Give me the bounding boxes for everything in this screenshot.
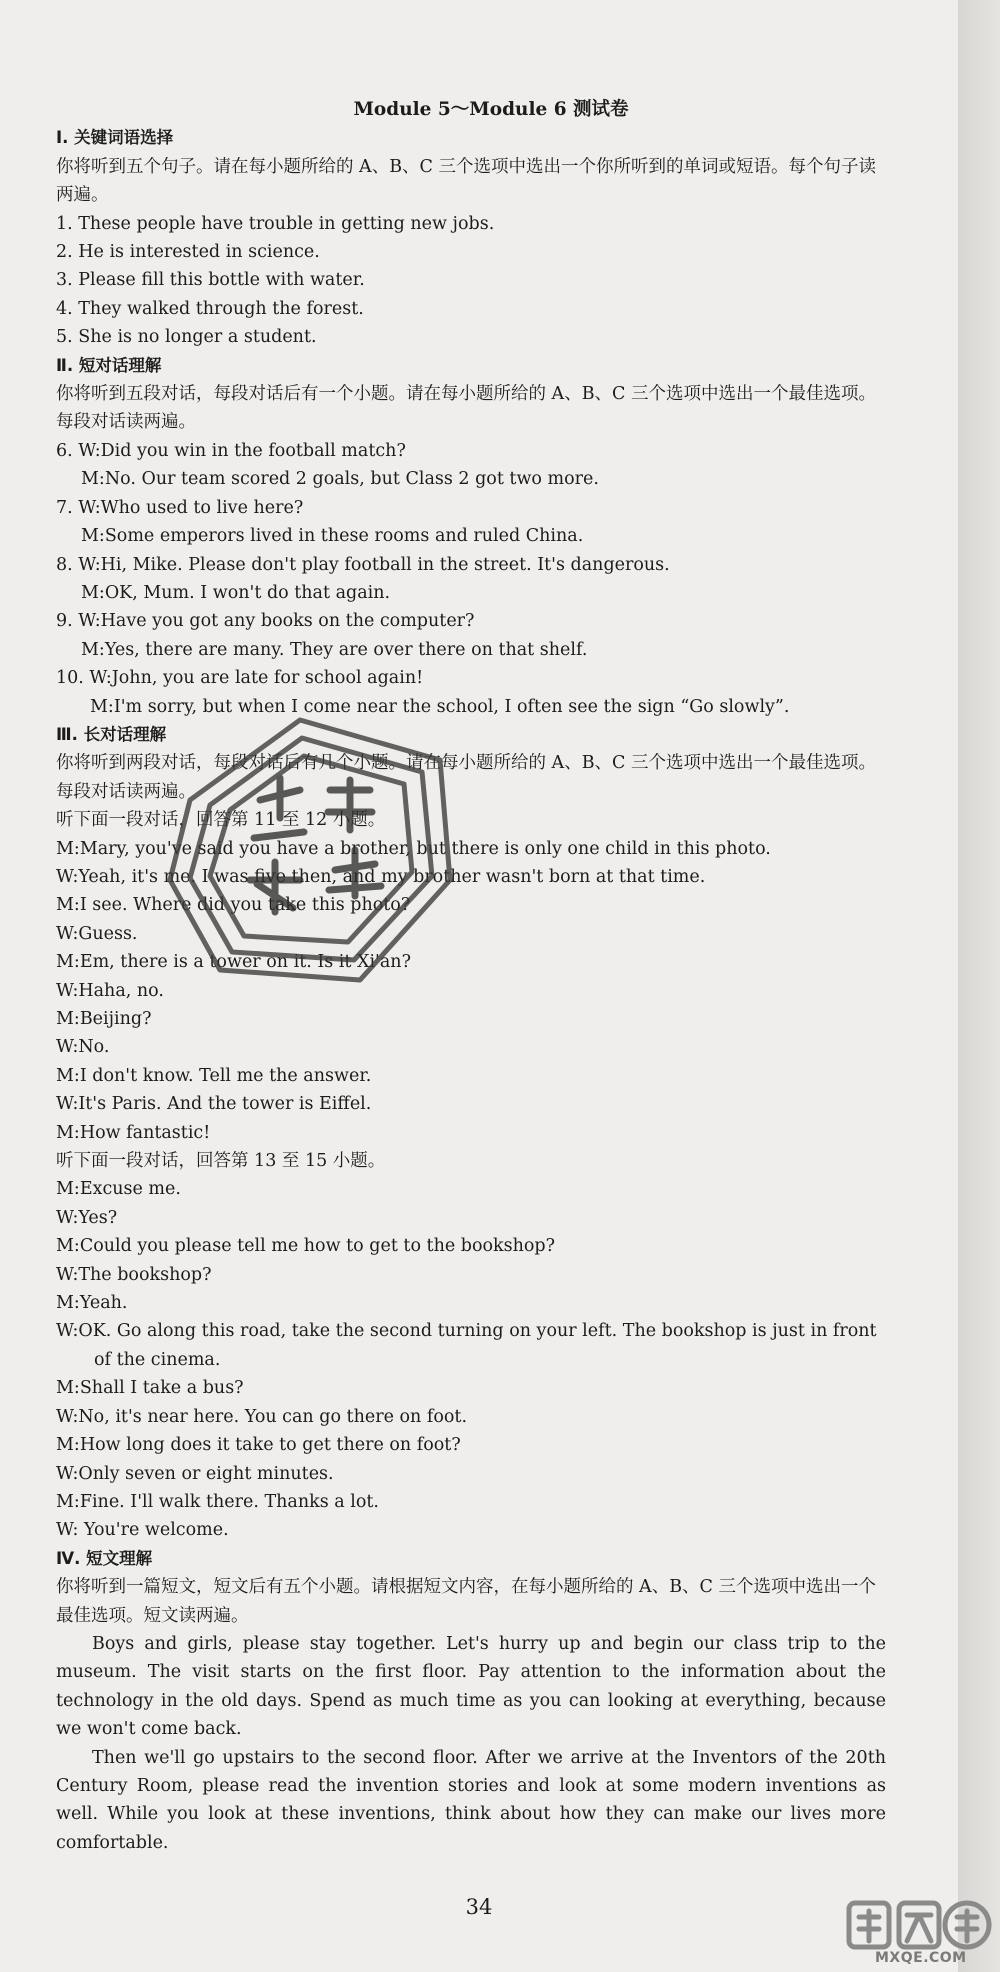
- dialog-line: 8. W:Hi, Mike. Please don't play football in the street. It's dangerous.: [56, 554, 670, 575]
- section-2-heading: Ⅱ. 短对话理解: [56, 355, 162, 375]
- dialog-line: W:Only seven or eight minutes.: [56, 1463, 334, 1484]
- passage-paragraph: Boys and girls, please stay together. Let's hurry up and begin our class trip to the museum. The visit starts on the first floor. Pay attention to the information about the technology in the old days. Spend as much time as you can looking at everything, because we won't come back.: [56, 1633, 886, 1740]
- list-item: 4. They walked through the forest.: [56, 298, 364, 319]
- dialog-line: M:Some emperors lived in these rooms and ruled China.: [81, 526, 584, 547]
- dialog-line: 6. W:Did you win in the football match?: [56, 440, 406, 461]
- page-title: Module 5～Module 6 测试卷: [353, 99, 629, 120]
- section-3-instruction: 你将听到两段对话，每段对话后有几个小题。请在每小题所给的 A、B、C 三个选项中选出一个最佳选项。每段对话读两遍。: [56, 753, 877, 802]
- section-4-heading: Ⅳ. 短文理解: [56, 1548, 153, 1568]
- dialog-line: M:Yes, there are many. They are over there on that shelf.: [81, 639, 588, 660]
- section-1-instruction: 你将听到五个句子。请在每小题所给的 A、B、C 三个选项中选出一个你所听到的单词或短语。每个句子读两遍。: [56, 156, 877, 206]
- dialog-line: W:Guess.: [56, 923, 138, 944]
- dialog-line: M:Mary, you've said you have a brother, but there is only one child in this photo.: [56, 838, 771, 859]
- dialog-line: M:I'm sorry, but when I come near the school, I often see the sign “Go slowly”.: [90, 696, 790, 717]
- dialog-line: W: You're welcome.: [56, 1520, 229, 1541]
- list-item: 5. She is no longer a student.: [56, 327, 317, 348]
- dialog-line: M:Fine. I'll walk there. Thanks a lot.: [56, 1491, 379, 1512]
- dialog-line: M:I see. Where did you take this photo?: [56, 895, 411, 916]
- list-item: 2. He is interested in science.: [56, 242, 320, 263]
- dialog-line: M:Could you please tell me how to get to the bookshop?: [56, 1236, 556, 1257]
- dialog-line: M:How fantastic!: [56, 1122, 211, 1143]
- page-edge: [958, 0, 1000, 1972]
- dialog-line: W:OK. Go along this road, take the second turning on your left. The bookshop is just in front of the cinema.: [56, 1321, 877, 1370]
- section-3-heading: Ⅲ. 长对话理解: [56, 724, 167, 744]
- section-4-instruction: 你将听到一篇短文，短文后有五个小题。请根据短文内容，在每小题所给的 A、B、C 三个选项中选出一个最佳选项。短文读两遍。: [56, 1577, 877, 1626]
- dialog-line: W:No, it's near here. You can go there on foot.: [56, 1406, 468, 1427]
- dialog-line: W:Yes?: [56, 1207, 118, 1228]
- dialog-line: 10. W:John, you are late for school again!: [56, 668, 424, 689]
- dialog-line: 9. W:Have you got any books on the computer?: [56, 611, 475, 632]
- dialog-line: M:Yeah.: [56, 1293, 128, 1314]
- watermark-site: MXQE.COM: [875, 1950, 967, 1966]
- dialog-line: M:OK, Mum. I won't do that again.: [81, 582, 391, 603]
- publisher-stamp-icon: [150, 680, 480, 1010]
- section-2-instruction: 你将听到五段对话，每段对话后有一个小题。请在每小题所给的 A、B、C 三个选项中选出一个最佳选项。每段对话读两遍。: [56, 384, 877, 433]
- dialog-line: W:It's Paris. And the tower is Eiffel.: [56, 1094, 372, 1115]
- list-item: 3. Please fill this bottle with water.: [56, 270, 365, 291]
- dialog-intro-2: 听下面一段对话，回答第 13 至 15 小题。: [56, 1151, 386, 1172]
- passage-paragraph: Then we'll go upstairs to the second floor. After we arrive at the Inventors of the 20th Century Room, please read the invention stories and look at some modern inventions as well. While you look at these inventions, think about how they can make our lives more comfortable.: [56, 1747, 886, 1853]
- list-item: 1. These people have trouble in getting new jobs.: [56, 213, 495, 234]
- dialog-line: M:I don't know. Tell me the answer.: [56, 1065, 372, 1086]
- dialog-line: M:No. Our team scored 2 goals, but Class 2 got two more.: [81, 469, 599, 490]
- section-1-heading: Ⅰ. 关键词语选择: [56, 128, 174, 148]
- dialog-line: W:No.: [56, 1037, 110, 1058]
- dialog-line: W:The bookshop?: [56, 1264, 212, 1285]
- dialog-line: 7. W:Who used to live here?: [56, 497, 304, 518]
- dialog-line: M:Beijing?: [56, 1009, 152, 1029]
- dialog-line: W:Yeah, it's me. I was five then, and my brother wasn't born at that time.: [56, 866, 706, 887]
- dialog-line: W:Haha, no.: [56, 980, 164, 1001]
- dialog-line: M:Em, there is a tower on it. Is it Xi'an?: [56, 952, 411, 973]
- dialog-line: M:How long does it take to get there on foot?: [56, 1435, 461, 1456]
- dialog-line: M:Excuse me.: [56, 1179, 181, 1200]
- page-number: 34: [465, 1895, 493, 1919]
- dialog-line: M:Shall I take a bus?: [56, 1378, 244, 1399]
- dialog-intro-1: 听下面一段对话，回答第 11 至 12 小题。: [56, 810, 386, 831]
